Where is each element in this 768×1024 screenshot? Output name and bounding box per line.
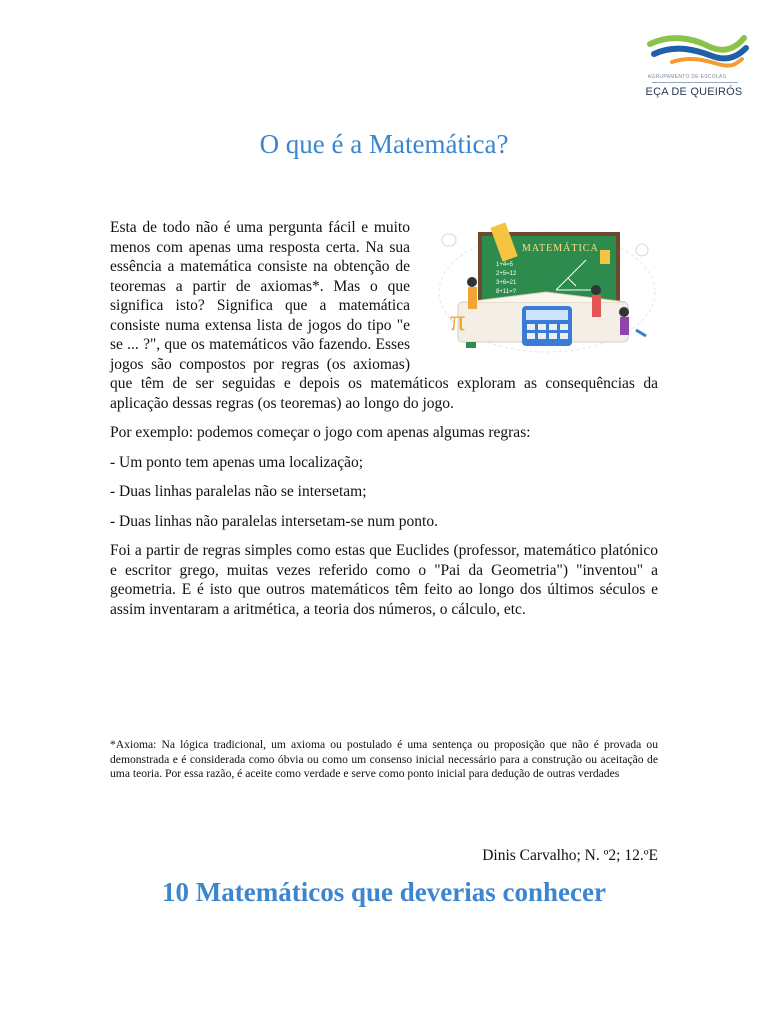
wave-logo-icon xyxy=(632,28,756,74)
author-signature: Dinis Carvalho; N. º2; 12.ºE xyxy=(482,847,658,864)
rule-item: - Duas linhas paralelas não se intersetam; xyxy=(110,483,367,500)
axiom-footnote: *Axioma: Na lógica tradicional, um axioma ou postulado é uma sentença ou proposição que não é provada ou demonstrada e é considerada como óbvia ou como um consenso inicial necessário para a construção ou aceitação de uma teoria. Por essa razão, é aceite como verdade e serve como ponto inicial para dedução de outras verdades xyxy=(110,738,658,780)
svg-text:8+11=?: 8+11=? xyxy=(496,289,516,295)
svg-text:3+6=21: 3+6=21 xyxy=(496,280,517,286)
svg-text:2+5=12: 2+5=12 xyxy=(496,271,517,277)
page-title: O que é a Matemática? xyxy=(259,129,509,159)
article-body xyxy=(110,218,658,629)
paragraph-example: Por exemplo: podemos começar o jogo com apenas algumas regras: xyxy=(110,424,531,441)
rule-item: - Um ponto tem apenas uma localização; xyxy=(110,453,364,471)
logo-subtitle: AGRUPAMENTO DE ESCOLAS xyxy=(647,74,727,80)
rule-item: - Duas linhas não paralelas intersetam-se num ponto. xyxy=(110,512,438,530)
logo-divider xyxy=(652,82,738,83)
svg-text:π: π xyxy=(450,304,466,337)
math-classroom-illustration xyxy=(436,220,658,360)
paragraph-euclides: Foi a partir de regras simples como estas que Euclides (professor, matemático platónico e escritor grego, muitas vezes referido como o "Pai da Geometria") "inventou" a geometria. E é isto que outros matemáticos têm feito ao longo dos últimos séculos e assim inventaram a aritmética, a teoria dos números, o cálculo, etc. xyxy=(110,542,658,618)
section-heading: 10 Matemáticos que deverias conhecer xyxy=(162,877,606,907)
svg-text:1+4=5: 1+4=5 xyxy=(496,262,514,268)
school-logo xyxy=(632,28,760,108)
paragraph-intro: Esta de todo não é uma pergunta fácil e muito menos com apenas uma resposta certa. Na sua essência a matemática consiste na obtenção de teoremas a partir de axiomas*. Mas o que significa isto? Significa que a matemática consiste numa extensa lista de jogos do tipo "e se ... ?", que os matemáticos vão fazendo. Esses jogos são compostos por regras (os axiomas) que têm de ser seguidas e depois os matemáticos exploram as consequências da aplicação dessas regras (os teoremas) ao longo do jogo. xyxy=(110,219,658,412)
svg-text:MATEMÁTICA: MATEMÁTICA xyxy=(522,243,599,254)
logo-school-name: EÇA DE QUEIRÓS xyxy=(645,86,743,98)
